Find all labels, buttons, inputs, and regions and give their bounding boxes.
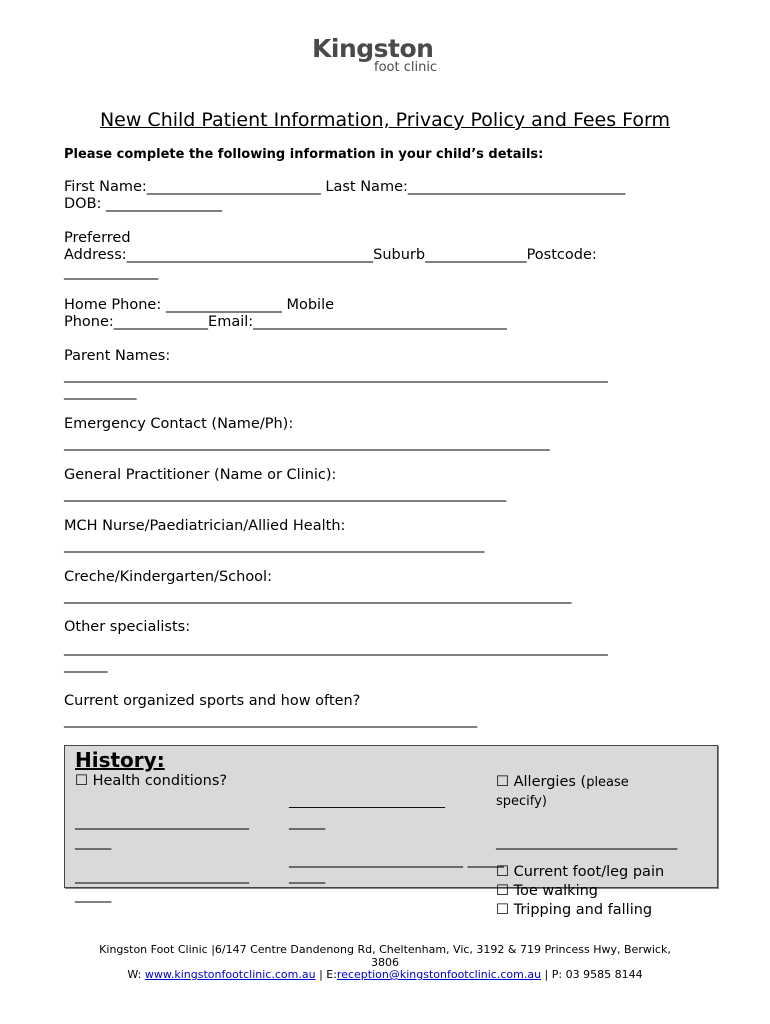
allergies-checkbox[interactable] — [496, 774, 629, 790]
sports-label: Current organized sports and how often? — [64, 693, 361, 709]
please-label: please — [586, 775, 629, 790]
logo-main-text: Kingston — [312, 34, 434, 63]
gp-label: General Practitioner (Name or Clinic): — [64, 467, 337, 483]
name-field[interactable]: First Name:________________________ Last Name:______________________________ — [64, 179, 626, 195]
phone-text: | P: 03 9585 8144 — [544, 968, 643, 981]
history-mid-line-4[interactable]: _____ — [289, 868, 326, 884]
allergies-label: ☐ Allergies ( — [496, 774, 587, 790]
email-link[interactable]: reception@kingstonfootclinic.com.au — [336, 968, 542, 981]
mch-label: MCH Nurse/Paediatrician/Allied Health: — [64, 518, 346, 534]
instruction-text: Please complete the following information in your child’s details: — [64, 147, 544, 162]
emergency-contact-field[interactable]: ___________________________________________________________________ — [64, 435, 550, 451]
current-pain-checkbox[interactable]: ☐ Current foot/leg pain — [496, 864, 665, 880]
toe-walking-checkbox[interactable]: ☐ Toe walking — [496, 883, 598, 899]
footer-contact — [0, 968, 770, 981]
creche-field[interactable]: ______________________________________________________________________ — [64, 588, 572, 604]
postcode-field[interactable]: _____________ — [64, 264, 159, 280]
dob-field[interactable]: DOB: ________________ — [64, 196, 223, 212]
history-mid-line-3[interactable]: ________________________ _____ — [289, 852, 504, 868]
parent-names-label: Parent Names: — [64, 348, 171, 364]
specify-label: specify) — [496, 794, 547, 809]
mobile-email-field[interactable]: Phone:_____________Email:___________________________________ — [64, 314, 507, 330]
gp-field[interactable]: _____________________________________________________________ — [64, 486, 507, 502]
email-label: | E: — [319, 968, 337, 981]
creche-label: Creche/Kindergarten/School: — [64, 569, 272, 585]
history-mid-line-2[interactable]: _____ — [289, 814, 326, 830]
website-link[interactable]: www.kingstonfootclinic.com.au — [144, 968, 316, 981]
footer-address-cont: 3806 — [371, 956, 399, 969]
history-left-line-1[interactable]: ________________________ — [75, 814, 249, 830]
history-title: History: — [75, 748, 165, 772]
history-mid-line-1[interactable]: ________________________ — [289, 794, 445, 809]
parent-names-field[interactable]: ___________________________________________________________________________ — [64, 367, 608, 383]
tripping-checkbox[interactable]: ☐ Tripping and falling — [496, 902, 653, 918]
parent-names-field-cont[interactable]: __________ — [64, 384, 137, 400]
history-left-line-4[interactable]: _____ — [75, 887, 112, 903]
health-conditions-checkbox[interactable]: ☐ Health conditions? — [75, 773, 228, 789]
sports-field[interactable]: _________________________________________________________ — [64, 712, 478, 728]
form-title: New Child Patient Information, Privacy Policy and Fees Form — [99, 109, 671, 131]
address-field[interactable]: Address:__________________________________Suburb______________Postcode: — [64, 247, 597, 263]
emergency-contact-label: Emergency Contact (Name/Ph): — [64, 416, 294, 432]
address-label: Preferred — [64, 230, 131, 246]
history-left-line-2[interactable]: _____ — [75, 834, 112, 850]
website-label: W: — [127, 968, 142, 981]
other-specialists-field[interactable]: ___________________________________________________________________________ — [64, 640, 608, 656]
footer-address: Kingston Foot Clinic |6/147 Centre Dandenong Rd, Cheltenham, Vic, 3192 & 719 Princess Hwy, Berwick, — [99, 943, 671, 956]
mch-field[interactable]: __________________________________________________________ — [64, 537, 485, 553]
allergies-detail-line[interactable]: _________________________ — [496, 834, 678, 850]
other-specialists-field-cont[interactable]: ______ — [64, 657, 108, 673]
history-left-line-3[interactable]: ________________________ — [75, 868, 249, 884]
home-phone-field[interactable]: Home Phone: ________________ Mobile — [64, 297, 335, 313]
clinic-logo — [312, 34, 452, 84]
other-specialists-label: Other specialists: — [64, 619, 191, 635]
logo-sub-text: foot clinic — [374, 60, 438, 75]
